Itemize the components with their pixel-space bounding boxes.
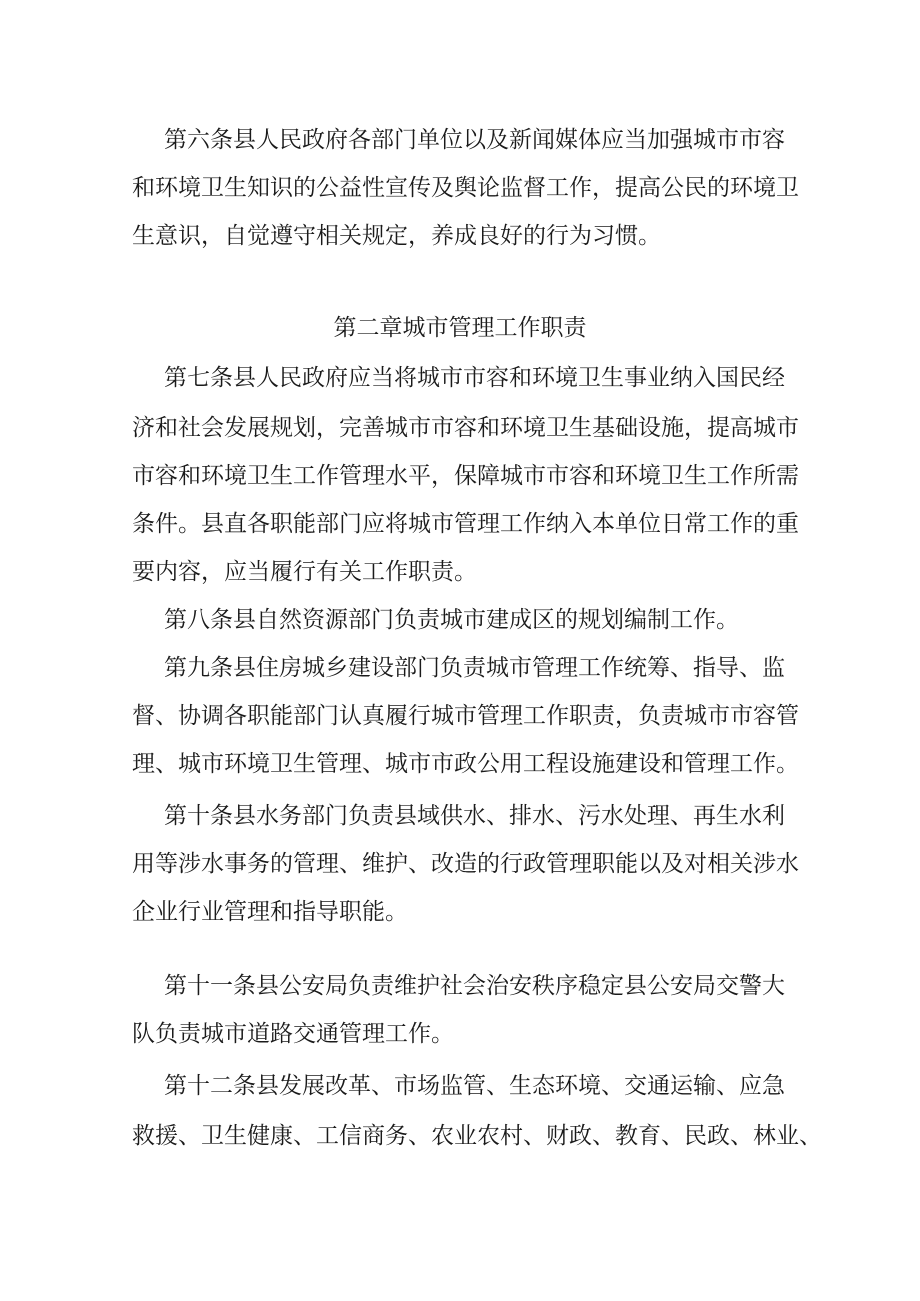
chapter-heading: 第二章城市管理工作职责: [333, 315, 587, 341]
article-9-line-1: 第九条县住房城乡建设部门负责城市管理工作统筹、指导、监: [164, 655, 785, 681]
article-9-line-3: 理、城市环境卫生管理、城市市政公用工程设施建设和管理工作。: [132, 751, 799, 777]
article-9-line-2: 督、协调各职能部门认真履行城市管理工作职责，负责城市市容管: [132, 703, 799, 729]
article-10-line-3: 企业行业管理和指导职能。: [132, 899, 408, 925]
article-6-line-2: 和环境卫生知识的公益性宣传及舆论监督工作，提高公民的环境卫: [132, 175, 799, 201]
article-6-line-3: 生意识，自觉遵守相关规定，养成良好的行为习惯。: [132, 223, 661, 249]
article-7-line-2: 济和社会发展规划，完善城市市容和环境卫生基础设施，提高城市: [132, 415, 799, 441]
article-6-line-1: 第六条县人民政府各部门单位以及新闻媒体应当加强城市市容: [164, 127, 785, 153]
article-12-line-1: 第十二条县发展改革、市场监管、生态环境、交通运输、应急: [164, 1073, 785, 1099]
article-8-line-1: 第八条县自然资源部门负责城市建成区的规划编制工作。: [164, 607, 739, 633]
article-7-line-3: 市容和环境卫生工作管理水平，保障城市市容和环境卫生工作所需: [132, 463, 799, 489]
article-7-line-5: 要内容，应当履行有关工作职责。: [132, 559, 477, 585]
article-12-line-2: 救援、卫生健康、工信商务、农业农村、财政、教育、民政、林业、: [132, 1123, 822, 1149]
article-10-line-1: 第十条县水务部门负责县域供水、排水、污水处理、再生水利: [164, 803, 785, 829]
article-7-line-1: 第七条县人民政府应当将城市市容和环境卫生事业纳入国民经: [164, 365, 785, 391]
article-11-line-2: 队负责城市道路交通管理工作。: [132, 1021, 454, 1047]
article-11-line-1: 第十一条县公安局负责维护社会治安秩序稳定县公安局交警大: [164, 973, 785, 999]
article-7-line-4: 条件。县直各职能部门应将城市管理工作纳入本单位日常工作的重: [132, 511, 799, 537]
article-10-line-2: 用等涉水事务的管理、维护、改造的行政管理职能以及对相关涉水: [132, 851, 799, 877]
